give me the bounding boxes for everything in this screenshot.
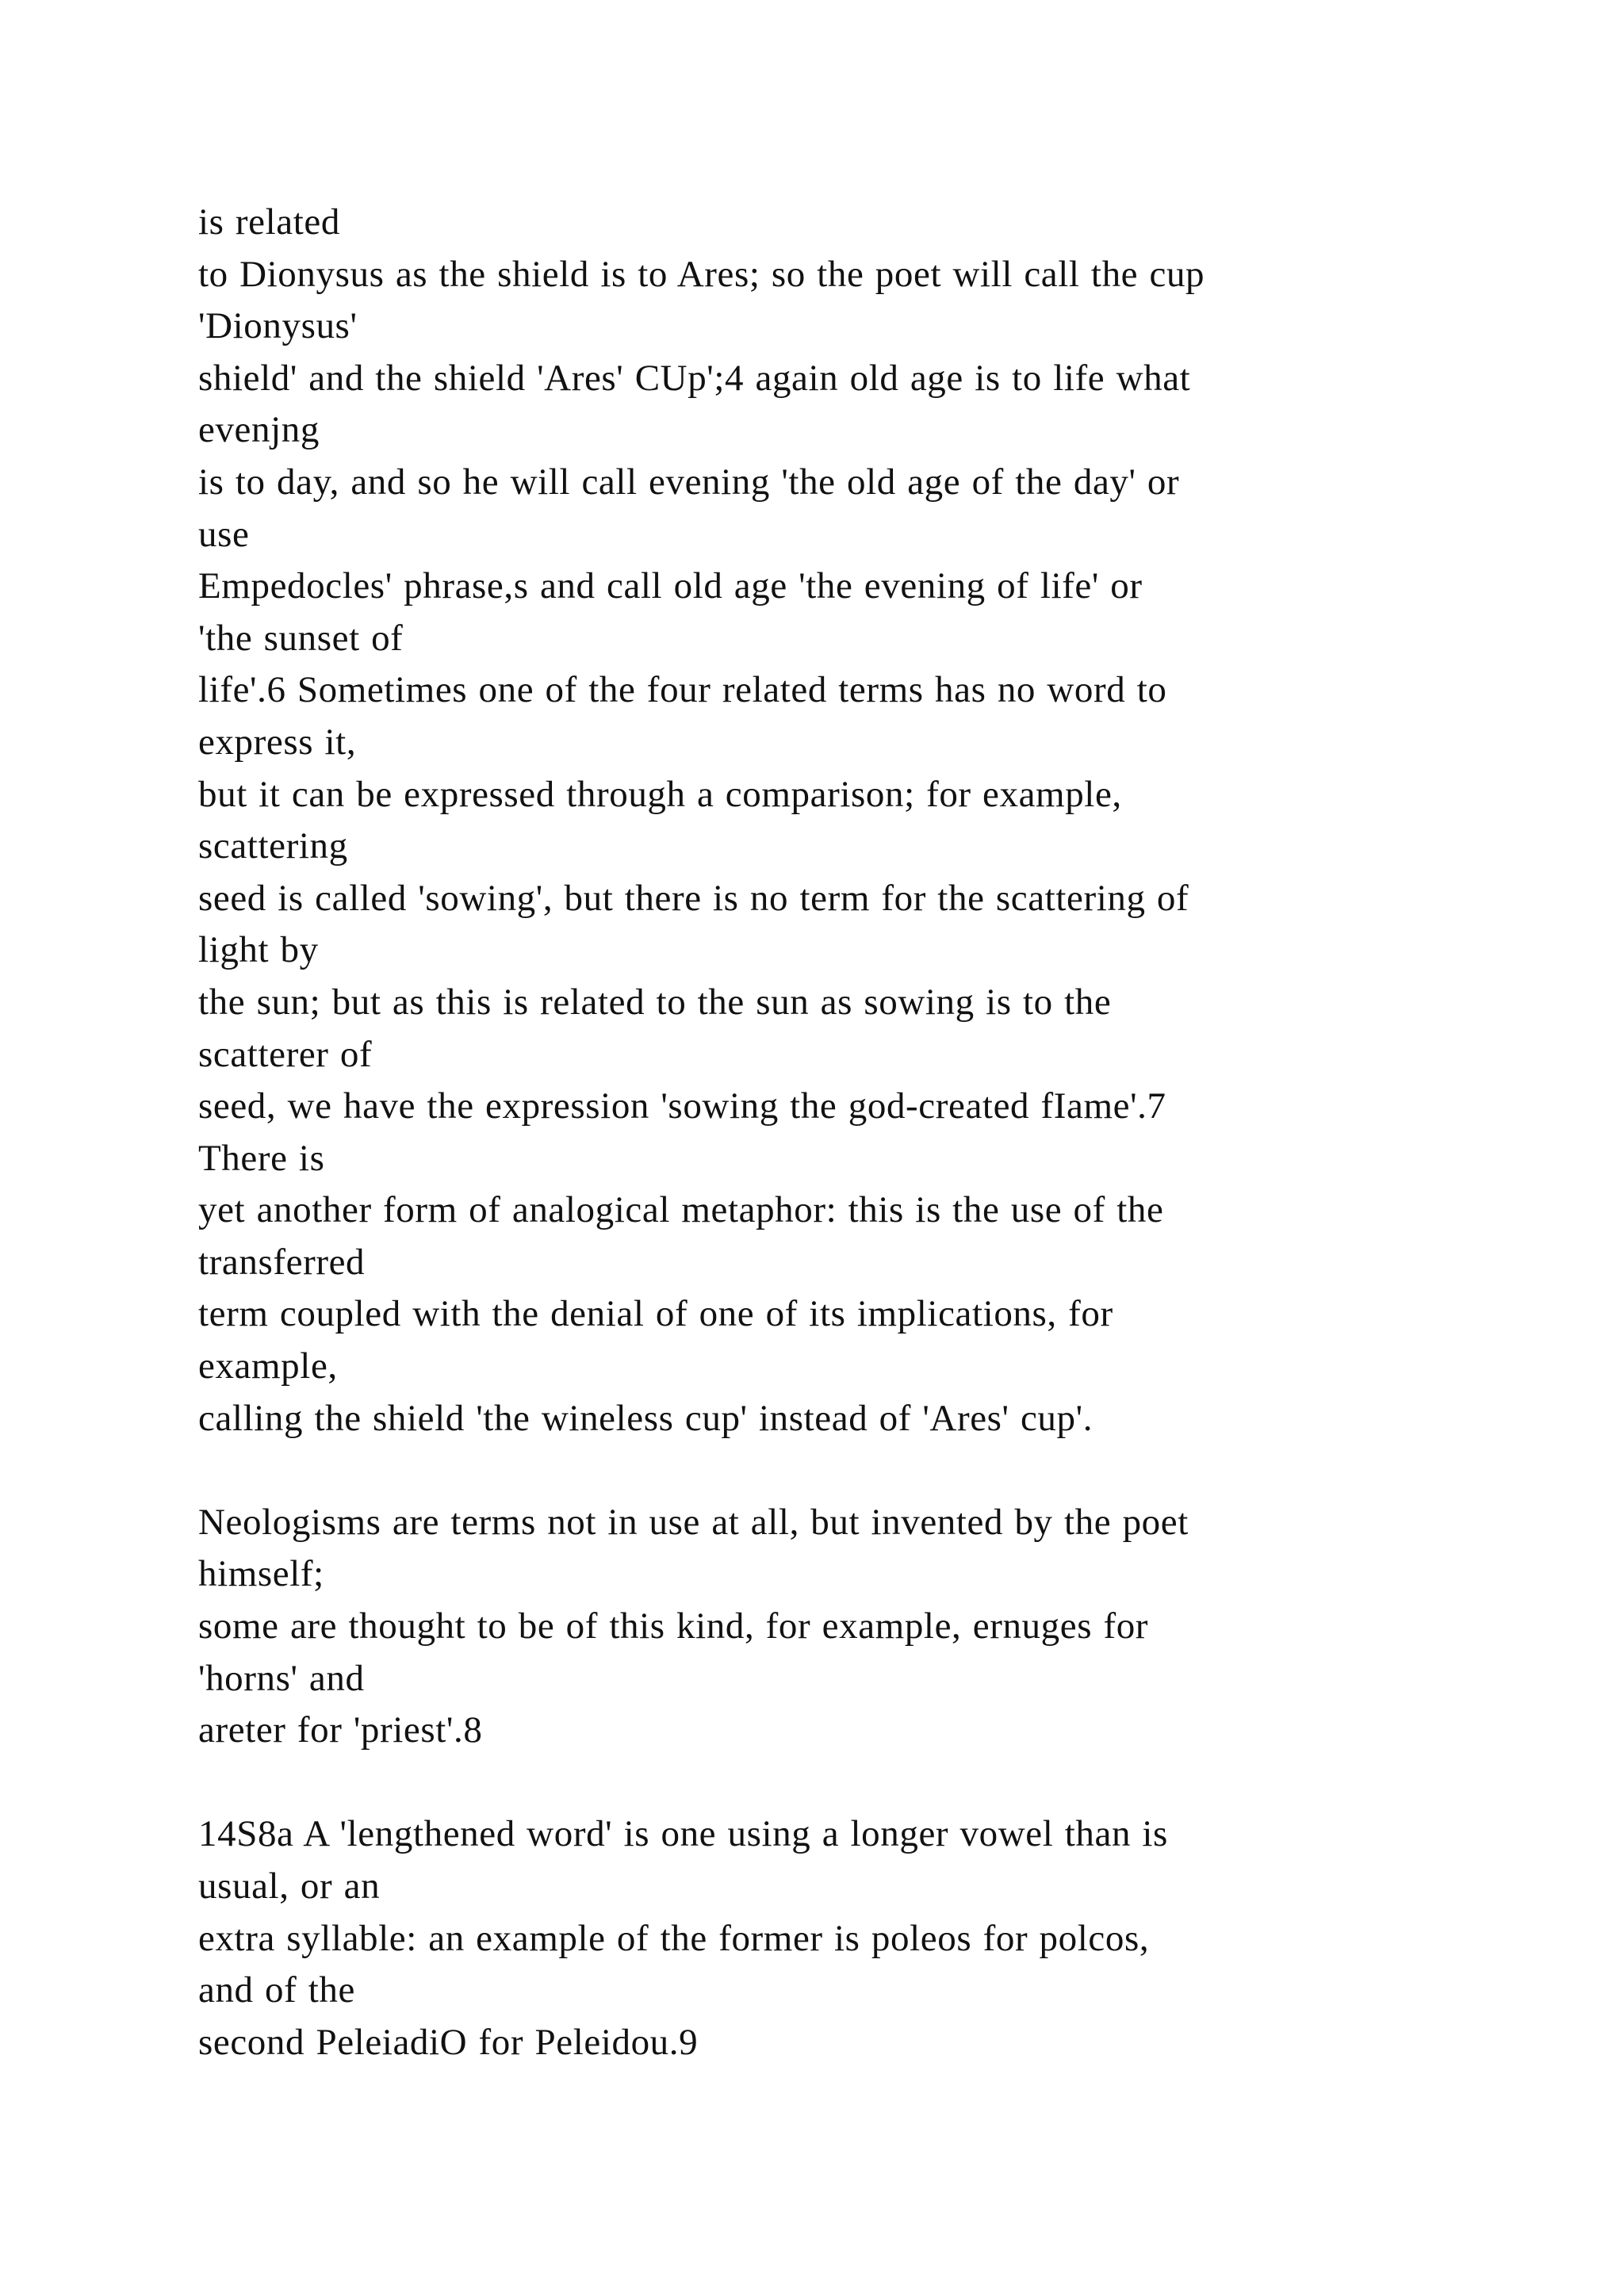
text-line: is to day, and so he will call evening 'the old age of the day' or [198,461,1180,503]
paragraph [198,1808,1546,2068]
text-line: 'Dionysus' [198,305,358,347]
text-line: example, [198,1345,338,1387]
text-line: shield' and the shield 'Ares' CUp';4 again old age is to life what [198,357,1191,399]
text-line: areter for 'priest'.8 [198,1709,483,1751]
text-line: scatterer of [198,1033,373,1075]
paragraph [198,1497,1546,1757]
text-line: himself; [198,1553,324,1595]
text-line: There is [198,1137,325,1179]
text-line: term coupled with the denial of one of its implications, for [198,1293,1113,1335]
text-line: calling the shield 'the wineless cup' instead of 'Ares' cup'. [198,1397,1094,1439]
text-line: 'the sunset of [198,617,404,659]
text-line: the sun; but as this is related to the sun as sowing is to the [198,981,1112,1023]
text-line: but it can be expressed through a comparison; for example, [198,773,1122,815]
text-line: transferred [198,1241,366,1283]
text-line: usual, or an [198,1866,381,1907]
text-line: Neologisms are terms not in use at all, but invented by the poet [198,1501,1189,1543]
text-line: is related [198,201,340,243]
paragraph [198,197,1546,1445]
text-line: light by [198,929,319,971]
text-line: seed is called 'sowing', but there is no term for the scattering of [198,877,1189,919]
text-line: 'horns' and [198,1657,365,1699]
paragraph-gap [198,1757,1546,1809]
text-line: seed, we have the expression 'sowing the god-created fIame'.7 [198,1085,1166,1127]
text-line: to Dionysus as the shield is to Ares; so the poet will call the cup [198,253,1205,295]
text-line: 14S8a A 'lengthened word' is one using a longer vowel than is [198,1813,1168,1855]
document-body [198,197,1546,2068]
text-line: life'.6 Sometimes one of the four related terms has no word to [198,669,1167,711]
text-line: use [198,513,250,555]
text-line: express it, [198,721,357,763]
text-line: some are thought to be of this kind, for example, ernuges for [198,1605,1149,1647]
text-line: scattering [198,825,348,867]
text-line: and of the [198,1969,355,2011]
text-line: Empedocles' phrase,s and call old age 'the evening of life' or [198,565,1143,607]
paragraph-gap [198,1445,1546,1497]
text-line: second PeleiadiO for Peleidou.9 [198,2021,699,2063]
text-line: evenjng [198,409,320,451]
text-line: yet another form of analogical metaphor: this is the use of the [198,1189,1164,1231]
text-line: extra syllable: an example of the former is poleos for polcos, [198,1917,1150,1959]
